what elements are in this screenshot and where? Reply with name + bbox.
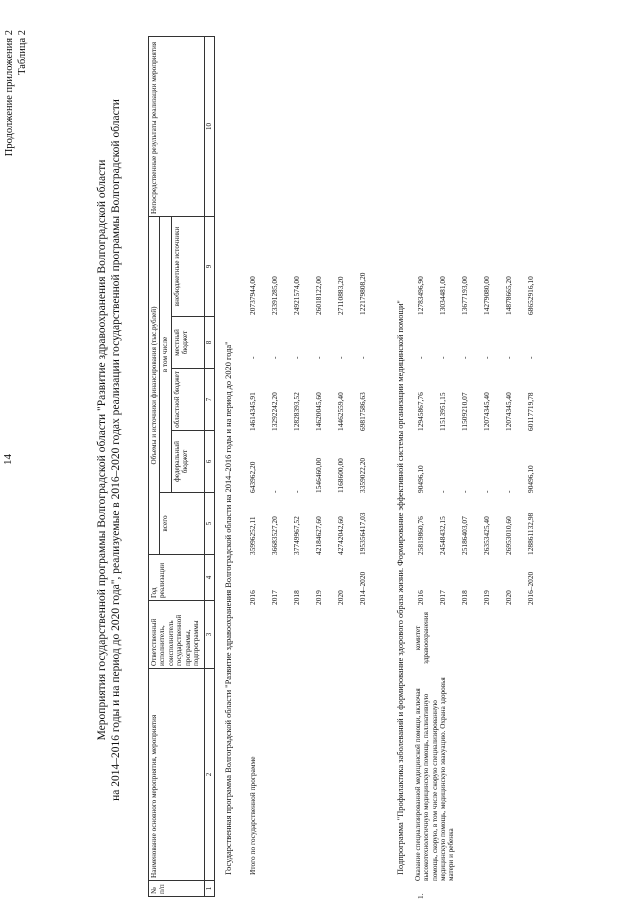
cell-total: 26353425,40: [482, 516, 491, 555]
cell-local: -: [438, 356, 447, 359]
cell-year: 2019: [314, 590, 323, 605]
section2-title: Подпрограмма "Профилактика заболеваний и формирование здорового образа жизни. Формирование эффективной системы организации медицинской помощи": [396, 300, 405, 875]
cell-year: 2016–2020: [526, 571, 535, 605]
cell-federal: 1546460,00: [314, 457, 323, 493]
item-description: Оказание специализированной медицинской помощи, включая высокотехнологичную медицинскую помощь, паллиативную помощь, скорую, в том числе скорую специализированную медицинскую помощь, медицинскую эвакуацию. Охрана здоровья матери и ребенка: [414, 677, 456, 881]
col-number: 7: [204, 369, 214, 431]
cell-regional: 69817586,63: [358, 392, 367, 431]
cell-regional: 12828393,52: [292, 392, 301, 431]
col-header-regional: областной бюджет: [171, 369, 204, 431]
table-row: [248, 0, 260, 905]
col-header-name: Наименование основного мероприятия, мероприятия: [149, 669, 205, 881]
cell-total: 25186403,07: [460, 516, 469, 555]
cell-regional: 12074345,40: [504, 392, 513, 431]
cell-local: -: [336, 356, 345, 359]
cell-total: 128861132,98: [526, 512, 535, 555]
cell-regional: 11513951,15: [438, 392, 447, 431]
cell-federal: 643962,20: [248, 461, 257, 493]
table-row: [292, 0, 304, 905]
cell-local: -: [482, 356, 491, 359]
cell-local: -: [248, 356, 257, 359]
cell-local: -: [460, 356, 469, 359]
col-header-results: Непосредственные результаты реализации мероприятия: [149, 36, 205, 216]
item-executor: комитет здравоохранения: [414, 612, 431, 664]
cell-year: 2020: [504, 590, 513, 605]
cell-federal: 90496,10: [416, 465, 425, 493]
title-line-1: Мероприятия государственной программы Волгоградской области "Развитие здравоохранения Волгоградской области: [96, 159, 108, 741]
cell-total: 42742042,60: [336, 516, 345, 555]
col-number: 2: [204, 669, 214, 881]
table-row: [526, 0, 538, 905]
cell-federal: 1168600,00: [336, 458, 345, 493]
cell-total: 37749967,52: [292, 516, 301, 555]
col-header-local: местный бюджет: [171, 317, 204, 369]
table-header: [148, 36, 215, 897]
cell-year: 2017: [438, 590, 447, 605]
cell-total: 26953010,60: [504, 516, 513, 555]
cell-regional: 12945867,76: [416, 392, 425, 431]
page-number: 14: [2, 454, 14, 465]
cell-offbudget: 12783496,90: [416, 276, 425, 315]
col-header-offbudget: внебюджетные источники: [171, 216, 204, 316]
cell-local: -: [270, 356, 279, 359]
cell-federal: -: [292, 490, 301, 493]
title-line-2: на 2014–2016 годы и на период до 2020 года", реализуемые в 2016–2020 годах реализации государственной программы Волгоградской области: [110, 99, 122, 801]
cell-total: 42184627,60: [314, 516, 323, 555]
cell-offbudget: 13034481,00: [438, 276, 447, 315]
cell-regional: 13292242,20: [270, 392, 279, 431]
cell-year: 2016: [248, 590, 257, 605]
cell-regional: 11509210,07: [460, 392, 469, 431]
cell-year: 2018: [292, 590, 301, 605]
table-row: [270, 0, 282, 905]
cell-federal: -: [438, 490, 447, 493]
table-row: [438, 0, 450, 905]
cell-total: 195356417,03: [358, 512, 367, 555]
col-number: 4: [204, 555, 214, 601]
cell-federal: -: [482, 490, 491, 493]
section1-total-label: Итого по государственной программе: [248, 756, 257, 875]
table-label: Таблица 2: [17, 30, 28, 75]
col-number: 9: [204, 216, 214, 316]
cell-federal: -: [460, 490, 469, 493]
cell-local: -: [416, 356, 425, 359]
cell-offbudget: 14279080,00: [482, 276, 491, 315]
cell-total: 25819860,76: [416, 516, 425, 555]
cell-offbudget: 20737944,00: [248, 276, 257, 315]
cell-year: 2017: [270, 590, 279, 605]
table-row: [504, 0, 516, 905]
cell-offbudget: 122179808,20: [358, 272, 367, 315]
col-number: 8: [204, 317, 214, 369]
cell-total: 24548432,15: [438, 516, 447, 555]
table-row: [460, 0, 472, 905]
table-row: [314, 0, 326, 905]
col-header-total: всего: [160, 493, 204, 555]
col-number: 6: [204, 431, 214, 493]
cell-federal: -: [504, 490, 513, 493]
cell-regional: 14462559,40: [336, 392, 345, 431]
col-number: 5: [204, 493, 214, 555]
cell-offbudget: 14878665,20: [504, 276, 513, 315]
table-row: [482, 0, 494, 905]
cell-offbudget: 23391285,00: [270, 276, 279, 315]
continuation-label: Продолжение приложения 2: [4, 30, 15, 157]
cell-offbudget: 24921574,00: [292, 276, 301, 315]
table-row: [416, 0, 428, 905]
cell-year: 2014–2020: [358, 571, 367, 605]
cell-offbudget: 68652916,10: [526, 276, 535, 315]
col-number: 10: [204, 36, 214, 216]
table-row: [358, 0, 370, 905]
cell-year: 2020: [336, 590, 345, 605]
section1-title: Государственная программа Волгоградской области "Развитие здравоохранения Волгоградской области на 2014–2016 годы и на период до 2020 года": [224, 341, 233, 875]
cell-regional: 12074345,40: [482, 392, 491, 431]
cell-local: -: [314, 356, 323, 359]
col-header-number: № п/п: [149, 881, 205, 897]
col-header-federal: федеральный бюджет: [171, 431, 204, 493]
cell-federal: -: [270, 490, 279, 493]
cell-regional: 14620045,60: [314, 392, 323, 431]
cell-federal: 3359022,20: [358, 457, 367, 493]
col-number: 1: [204, 881, 214, 897]
cell-offbudget: 27110883,20: [336, 276, 345, 315]
col-header-year: Год реализации: [149, 555, 205, 601]
cell-total: 36683527,20: [270, 516, 279, 555]
cell-total: 35996252,11: [248, 516, 257, 555]
cell-local: -: [504, 356, 513, 359]
cell-year: 2019: [482, 590, 491, 605]
cell-offbudget: 26018122,00: [314, 276, 323, 315]
cell-offbudget: 13677193,00: [460, 276, 469, 315]
item-number: 1.: [416, 893, 425, 899]
cell-federal: 90496,10: [526, 465, 535, 493]
col-header-executor: Ответственный исполнитель, соисполнитель государственной программы, подпрограммы: [149, 601, 205, 669]
col-header-including: в том числе: [160, 216, 171, 492]
cell-local: -: [292, 356, 301, 359]
cell-local: -: [358, 356, 367, 359]
cell-regional: 60117719,78: [526, 392, 535, 431]
col-header-funding: Объемы и источники финансирования (тыс.рублей): [149, 216, 160, 554]
table-row: [336, 0, 348, 905]
cell-regional: 14614345,91: [248, 392, 257, 431]
cell-year: 2016: [416, 590, 425, 605]
col-number: 3: [204, 601, 214, 669]
cell-local: -: [526, 356, 535, 359]
cell-year: 2018: [460, 590, 469, 605]
